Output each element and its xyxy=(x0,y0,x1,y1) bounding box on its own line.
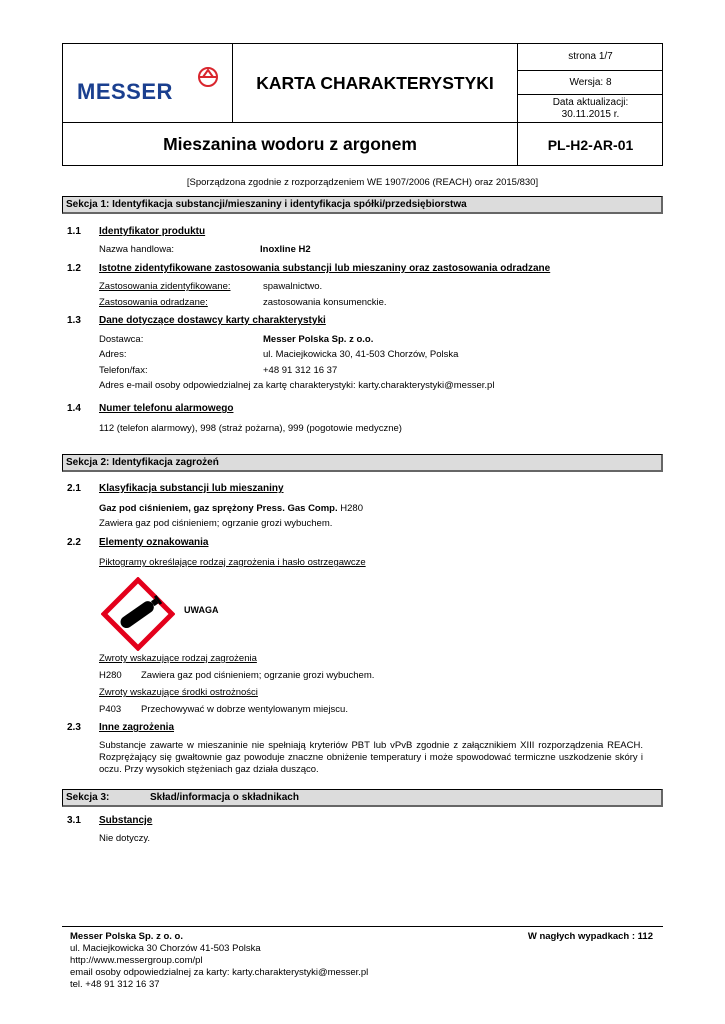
advised-against-label: Zastosowania odradzane: xyxy=(99,297,208,308)
h-text: Zawiera gaz pod ciśnieniem; ogrzanie grozi wybuchem. xyxy=(141,670,375,681)
subsection-title: Dane dotyczące dostawcy karty charakterystyki xyxy=(99,315,326,326)
supplier-value: Messer Polska Sp. z o.o. xyxy=(263,334,374,345)
section-3-header xyxy=(62,789,663,807)
precautionary-label: Zwroty wskazujące środki ostrożności xyxy=(99,687,258,698)
update-label: Data aktualizacji: xyxy=(552,96,629,108)
address-value: ul. Maciejkowicka 30, 41-503 Chorzów, Polska xyxy=(263,349,459,360)
trade-name-label: Nazwa handlowa: xyxy=(99,244,174,255)
subsection-number: 1.3 xyxy=(67,315,81,326)
signal-word: UWAGA xyxy=(184,605,219,615)
hazard-statements-label: Zwroty wskazujące rodzaj zagrożenia xyxy=(99,653,257,664)
phone-value: +48 91 312 16 37 xyxy=(263,365,338,376)
logo-text: MESSER xyxy=(77,79,173,104)
section-3-title: Skład/informacja o składnikach xyxy=(150,792,299,803)
update-value: 30.11.2015 r. xyxy=(561,108,620,120)
subsection-title: Elementy oznakowania xyxy=(99,537,209,548)
classification xyxy=(99,503,363,514)
classification-code: H280 xyxy=(337,503,363,514)
supplier-label: Dostawca: xyxy=(99,334,144,345)
footer-email: email osoby odpowiedzialnej za karty: karty.charakterystyki@messer.pl xyxy=(70,967,369,978)
address-label: Adres: xyxy=(99,349,127,360)
gas-cylinder-pictogram-icon xyxy=(101,577,175,651)
version: Wersja: 8 xyxy=(569,76,612,88)
update-date xyxy=(518,95,663,122)
subsection-number: 1.2 xyxy=(67,263,81,274)
document-title: KARTA CHARAKTERYSTYKI xyxy=(256,72,494,93)
other-hazards-text: Substancje zawarte w mieszaninie nie spełniają kryteriów PBT lub vPvB zgodnie z załącznikiem XIII rozporządzenia REACH. Rozprężający się gwałtownie gaz powoduje znaczne obniżenie temperatury i może spowodować termiczne uszkodzenie skóry i oczu. Przy wysokich stężeniach gaz działa dusząco. xyxy=(99,740,643,775)
subsection-number: 2.2 xyxy=(67,537,81,548)
footer-url: http://www.messergroup.com/pl xyxy=(70,955,203,966)
subsection-number: 3.1 xyxy=(67,815,81,826)
section-1-header: Sekcja 1: Identyfikacja substancji/mieszaniny i identyfikacja spółki/przedsiębiorstwa xyxy=(62,196,663,214)
p-text: Przechowywać w dobrze wentylowanym miejscu. xyxy=(141,704,348,715)
subsection-title: Istotne zidentyfikowane zastosowania substancji lub mieszaniny oraz zastosowania odradzane xyxy=(99,263,551,274)
section-2-header: Sekcja 2: Identyfikacja zagrożeń xyxy=(62,454,663,472)
advised-against-value: zastosowania konsumenckie. xyxy=(263,297,387,308)
email-line: Adres e-mail osoby odpowiedzialnej za kartę charakterystyki: karty.charakterystyki@messer.pl xyxy=(99,380,495,391)
substances-text: Nie dotyczy. xyxy=(99,833,151,844)
subsection-title: Identyfikator produktu xyxy=(99,226,206,237)
product-code: PL-H2-AR-01 xyxy=(547,136,634,153)
emergency-numbers: 112 (telefon alarmowy), 998 (straż pożarna), 999 (pogotowie medyczne) xyxy=(99,423,402,434)
classification-text: Zawiera gaz pod ciśnieniem; ogrzanie grozi wybuchem. xyxy=(99,518,333,529)
subsection-number: 1.1 xyxy=(67,226,81,237)
subsection-title: Inne zagrożenia xyxy=(99,722,175,733)
subsection-title: Numer telefonu alarmowego xyxy=(99,403,234,414)
header-box xyxy=(62,43,663,166)
footer-company: Messer Polska Sp. z o. o. xyxy=(70,931,183,942)
h-code: H280 xyxy=(99,670,122,681)
identified-uses-value: spawalnictwo. xyxy=(263,281,323,292)
p-code: P403 xyxy=(99,704,122,715)
footer-divider xyxy=(62,926,663,927)
footer-phone: tel. +48 91 312 16 37 xyxy=(70,979,160,990)
identified-uses-label: Zastosowania zidentyfikowane: xyxy=(99,281,231,292)
regulation-note: [Sporządzona zgodnie z rozporządzeniem WE 1907/2006 (REACH) oraz 2015/830] xyxy=(186,177,539,188)
subsection-title: Klasyfikacja substancji lub mieszaniny xyxy=(99,483,284,494)
footer-emergency: W nagłych wypadkach : 112 xyxy=(527,931,653,942)
section-3-label: Sekcja 3: xyxy=(66,792,110,803)
subsection-title: Substancje xyxy=(99,815,153,826)
pictogram-label: Piktogramy określające rodzaj zagrożenia i hasło ostrzegawcze xyxy=(99,557,366,568)
subsection-number: 2.3 xyxy=(67,722,81,733)
classification-bold: Gaz pod ciśnieniem, gaz sprężony Press. Gas Comp. xyxy=(99,503,338,514)
phone-label: Telefon/fax: xyxy=(99,365,148,376)
messer-logo-icon xyxy=(197,66,219,90)
product-title: Mieszanina wodoru z argonem xyxy=(163,134,417,154)
footer-address: ul. Maciejkowicka 30 Chorzów 41-503 Polska xyxy=(70,943,261,954)
page-number: strona 1/7 xyxy=(568,51,613,62)
subsection-number: 1.4 xyxy=(67,403,81,414)
subsection-number: 2.1 xyxy=(67,483,81,494)
trade-name-value: Inoxline H2 xyxy=(260,244,311,255)
